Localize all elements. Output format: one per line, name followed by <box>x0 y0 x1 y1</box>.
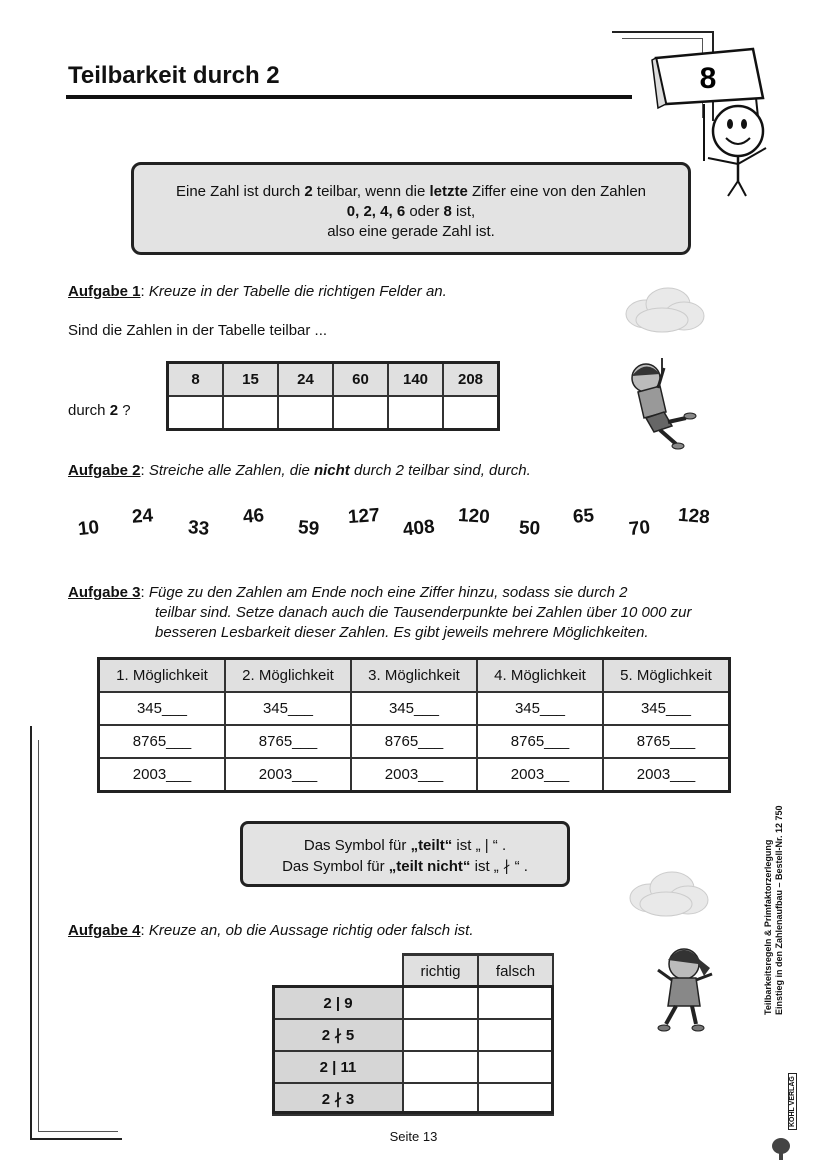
frame-line <box>622 38 702 39</box>
fill-cell[interactable]: 2003___ <box>351 758 477 792</box>
number-item[interactable]: 46 <box>242 505 265 528</box>
task1-table <box>166 361 500 431</box>
table-header-cell: 8 <box>168 363 224 397</box>
table-header-cell: 4. Möglichkeit <box>477 659 603 693</box>
column-header-falsch: falsch <box>478 955 553 988</box>
statement-label: 2 ∤ 5 <box>273 1019 403 1051</box>
table-header-cell: 2. Möglichkeit <box>225 659 351 693</box>
publisher-logo <box>771 1072 799 1162</box>
page-number: Seite 13 <box>389 1129 438 1144</box>
task3-instruction: Aufgabe 3: Füge zu den Zahlen am Ende noch eine Ziffer hinzu, sodass sie durch 2 teilbar sind. Setze danach auch die Tausenderpunkte bei Zahlen über 10 000 zur besseren Lesbarkeit dieser Zahlen. Es gibt jeweils mehrere Möglichkeiten. <box>68 584 692 641</box>
frame-line <box>612 31 712 33</box>
statement-label: 2 | 11 <box>273 1051 403 1083</box>
jumping-girl-icon <box>652 940 722 1036</box>
number-item[interactable]: 24 <box>131 505 154 528</box>
fill-cell[interactable]: 345___ <box>477 692 603 725</box>
task4-instruction: Aufgabe 4: Kreuze an, ob die Aussage richtig oder falsch ist. <box>68 922 474 939</box>
table-header-cell: 5. Möglichkeit <box>603 659 730 693</box>
answer-cell[interactable] <box>403 1051 478 1083</box>
answer-cell[interactable] <box>278 396 333 430</box>
column-header-richtig: richtig <box>403 955 478 988</box>
table-header-cell: 1. Möglichkeit <box>99 659 226 693</box>
fill-cell[interactable]: 8765___ <box>477 725 603 758</box>
frame-line <box>38 740 39 1132</box>
fill-cell[interactable]: 8765___ <box>351 725 477 758</box>
answer-cell[interactable] <box>168 396 224 430</box>
title-underline <box>66 95 632 99</box>
climbing-boy-icon <box>620 356 700 452</box>
table-header-cell: 140 <box>388 363 443 397</box>
fill-cell[interactable]: 8765___ <box>99 725 226 758</box>
answer-cell[interactable] <box>478 1051 553 1083</box>
table-header-cell: 24 <box>278 363 333 397</box>
task1-row-label: durch 2 ? <box>68 402 131 419</box>
table-header-cell: 208 <box>443 363 499 397</box>
answer-cell[interactable] <box>478 987 553 1019</box>
fill-cell[interactable]: 345___ <box>351 692 477 725</box>
fill-cell[interactable]: 2003___ <box>477 758 603 792</box>
number-item[interactable]: 10 <box>76 516 101 541</box>
cloud-icon <box>626 868 712 920</box>
task1-question: Sind die Zahlen in der Tabelle teilbar ... <box>68 322 328 339</box>
frame-line <box>30 726 32 1140</box>
number-item[interactable]: 65 <box>572 505 595 528</box>
table-header-cell: 15 <box>223 363 278 397</box>
statement-label: 2 | 9 <box>273 987 403 1019</box>
fill-cell[interactable]: 2003___ <box>603 758 730 792</box>
number-item[interactable]: 128 <box>677 504 711 529</box>
cloud-icon <box>622 284 708 336</box>
statement-label: 2 ∤ 3 <box>273 1083 403 1115</box>
number-item[interactable]: 127 <box>347 504 381 529</box>
number-item[interactable]: 50 <box>518 517 541 540</box>
task4-table <box>272 953 554 1116</box>
answer-cell[interactable] <box>333 396 388 430</box>
number-item[interactable]: 59 <box>297 517 321 540</box>
page-title: Teilbarkeit durch 2 <box>68 62 280 89</box>
number-item[interactable]: 33 <box>187 517 211 540</box>
fill-cell[interactable]: 8765___ <box>603 725 730 758</box>
task1-instruction: Aufgabe 1: Kreuze in der Tabelle die richtigen Felder an. <box>68 283 447 300</box>
answer-cell[interactable] <box>403 1083 478 1115</box>
fill-cell[interactable]: 2003___ <box>99 758 226 792</box>
fill-cell[interactable]: 2003___ <box>225 758 351 792</box>
answer-cell[interactable] <box>478 1083 553 1115</box>
fill-cell[interactable]: 345___ <box>225 692 351 725</box>
table-header-cell: 3. Möglichkeit <box>351 659 477 693</box>
answer-cell[interactable] <box>478 1019 553 1051</box>
answer-cell[interactable] <box>443 396 499 430</box>
fill-cell[interactable]: 345___ <box>99 692 226 725</box>
number-item[interactable]: 70 <box>627 516 652 541</box>
fill-cell[interactable]: 345___ <box>603 692 730 725</box>
answer-cell[interactable] <box>403 1019 478 1051</box>
table-header-cell: 60 <box>333 363 388 397</box>
number-item[interactable]: 120 <box>457 504 491 529</box>
answer-cell[interactable] <box>403 987 478 1019</box>
badge-number: 8 <box>699 62 717 95</box>
number-item[interactable]: 408 <box>401 516 436 541</box>
answer-cell[interactable] <box>223 396 278 430</box>
empty-corner <box>273 955 403 988</box>
task2-instruction: Aufgabe 2: Streiche alle Zahlen, die nicht durch 2 teilbar sind, durch. <box>68 462 531 479</box>
rule-box: Eine Zahl ist durch 2 teilbar, wenn die letzte Ziffer eine von den Zahlen 0, 2, 4, 6 oder 8 ist, also eine gerade Zahl ist. <box>131 162 691 255</box>
symbol-box: Das Symbol für „teilt“ ist „ | “ . Das Symbol für „teilt nicht“ ist „ ∤ “ . <box>240 821 570 887</box>
side-caption: Teilbarkeitsregeln & Primfaktorzerlegung Einstieg in den Zahlenaufbau – Bestell-Nr. 12 750 <box>763 805 784 1015</box>
answer-cell[interactable] <box>388 396 443 430</box>
fill-cell[interactable]: 8765___ <box>225 725 351 758</box>
publisher-name: KOHL VERLAG <box>788 1073 797 1130</box>
task3-table <box>97 657 731 793</box>
